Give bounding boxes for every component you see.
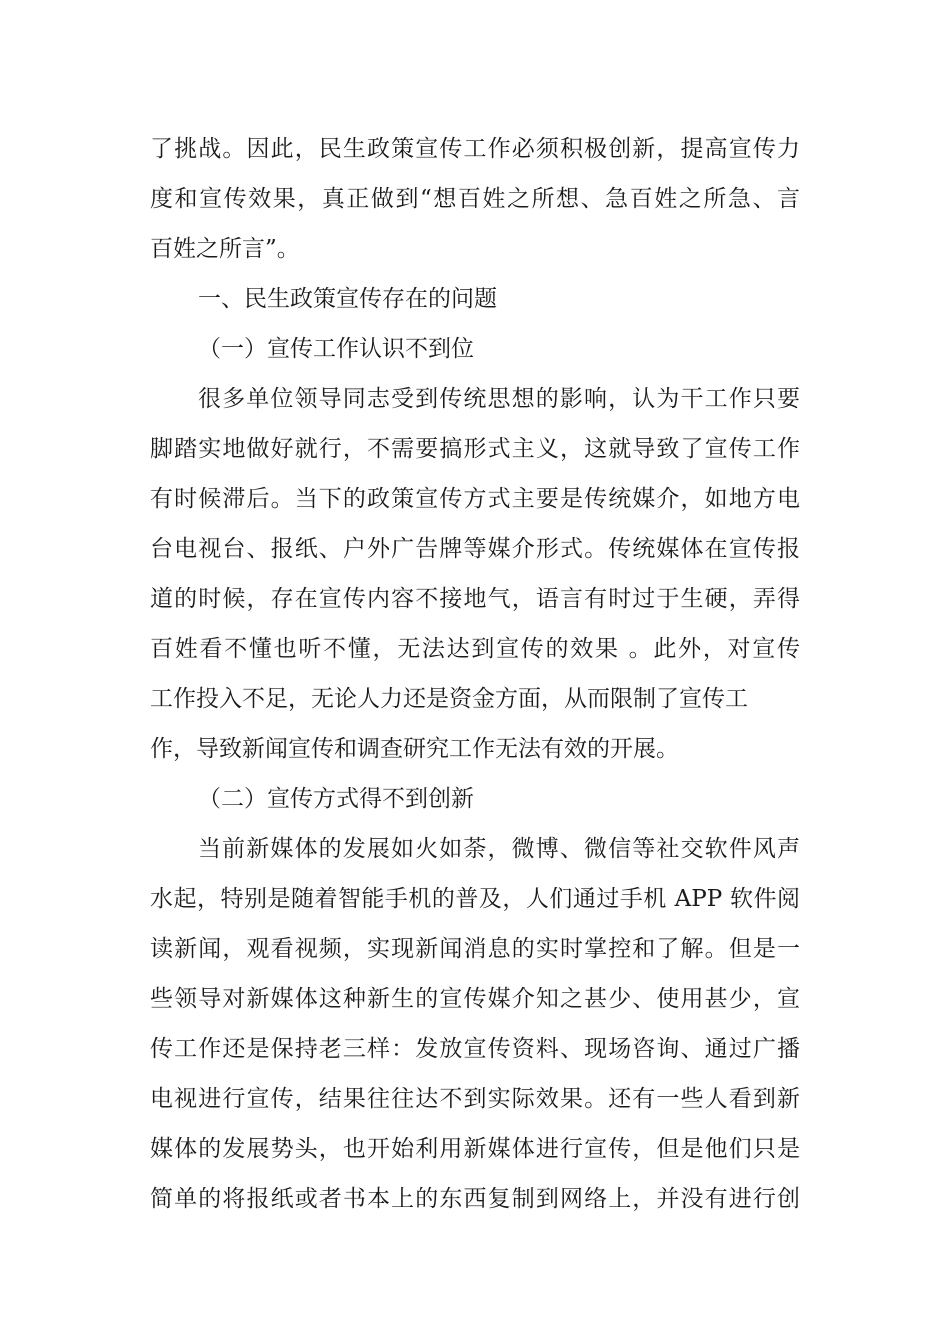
body-text-line: 些领导对新媒体这种新生的宣传媒介知之甚少、使用甚少，宣 xyxy=(150,986,800,1012)
body-text-line: 百姓看不懂也听不懂，无法达到宣传的效果 。此外，对宣传 xyxy=(150,636,800,662)
body-text-line: 读新闻，观看视频，实现新闻消息的实时掌控和了解。但是一 xyxy=(150,936,800,962)
subsection-heading: （二）宣传方式得不到创新 xyxy=(198,786,474,812)
body-text-line: 简单的将报纸或者书本上的东西复制到网络上，并没有进行创 xyxy=(150,1186,800,1212)
body-text-line: 度和宣传效果，真正做到“想百姓之所想、急百姓之所急、言 xyxy=(150,186,800,212)
body-text-line: 工作投入不足，无论人力还是资金方面，从而限制了宣传工 xyxy=(150,686,748,712)
body-text-line: 电视进行宣传，结果往往达不到实际效果。还有一些人看到新 xyxy=(150,1086,800,1112)
body-text-line: 了挑战。因此，民生政策宣传工作必须积极创新，提高宣传力 xyxy=(150,136,800,162)
body-text-line: 台电视台、报纸、户外广告牌等媒介形式。传统媒体在宣传报 xyxy=(150,536,800,562)
body-text-line: 媒体的发展势头，也开始利用新媒体进行宣传，但是他们只是 xyxy=(150,1136,800,1162)
body-text-line: 有时候滞后。当下的政策宣传方式主要是传统媒介，如地方电 xyxy=(150,486,800,512)
body-text-line: 作，导致新闻宣传和调查研究工作无法有效的开展。 xyxy=(150,736,679,762)
body-text-line: 水起，特别是随着智能手机的普及，人们通过手机 APP 软件阅 xyxy=(150,886,800,912)
body-text-line: 很多单位领导同志受到传统思想的影响，认为干工作只要 xyxy=(198,386,800,412)
body-text-line: 传工作还是保持老三样：发放宣传资料、现场咨询、通过广播 xyxy=(150,1036,800,1062)
subsection-heading: （一）宣传工作认识不到位 xyxy=(198,336,474,362)
body-text-line: 道的时候，存在宣传内容不接地气，语言有时过于生硬，弄得 xyxy=(150,586,800,612)
section-heading: 一、民生政策宣传存在的问题 xyxy=(198,286,497,312)
body-text-line: 当前新媒体的发展如火如荼，微博、微信等社交软件风声 xyxy=(198,836,800,862)
body-text-line: 脚踏实地做好就行，不需要搞形式主义，这就导致了宣传工作 xyxy=(150,436,800,462)
body-text-line: 百姓之所言”。 xyxy=(150,236,300,262)
